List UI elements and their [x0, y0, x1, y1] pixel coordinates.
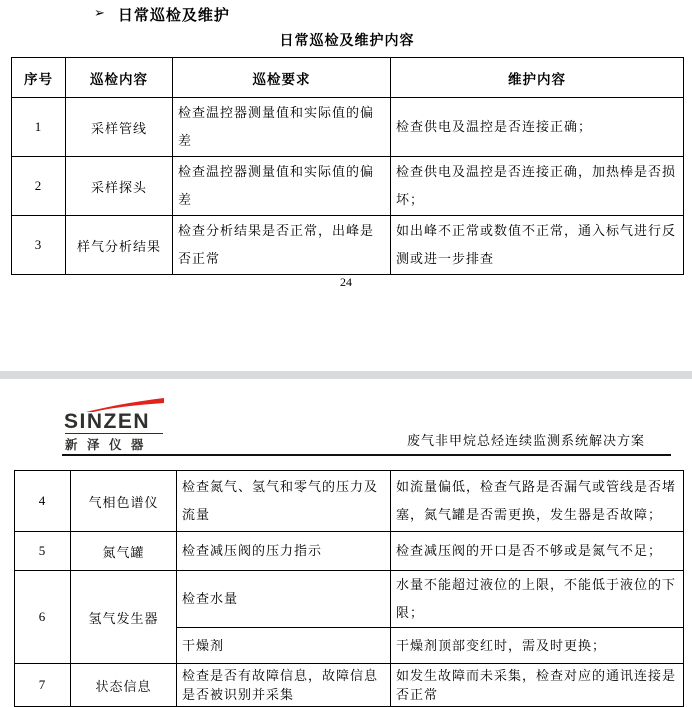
cell-item: 气相色谱仪 — [71, 471, 177, 532]
cell-no: 3 — [12, 216, 66, 275]
table-row — [12, 98, 684, 157]
cell-maintenance: 检查供电及温控是否连接正确，加热棒是否损坏； — [391, 157, 684, 216]
cell-item: 氢气发生器 — [71, 571, 177, 664]
cell-requirement: 干燥剂 — [177, 628, 391, 664]
section-heading-text: 日常巡检及维护 — [117, 8, 230, 24]
cell-item: 采样管线 — [66, 98, 173, 157]
cell-item: 样气分析结果 — [66, 216, 173, 275]
column-header-no: 序号 — [12, 58, 66, 98]
cell-maintenance: 水量不能超过液位的上限，不能低于液位的下限； — [391, 571, 684, 628]
cell-maintenance: 如流量偏低，检查气路是否漏气或管线是否堵塞，氮气罐是否需更换，发生器是否故障； — [391, 471, 684, 532]
table-row — [15, 571, 684, 628]
cell-item: 状态信息 — [71, 664, 177, 707]
table-row — [15, 664, 684, 707]
inspection-table-page1 — [11, 57, 684, 275]
table-row — [15, 532, 684, 571]
cell-requirement: 检查是否有故障信息，故障信息是否被识别并采集 — [177, 664, 391, 707]
cell-requirement: 检查温控器测量值和实际值的偏差 — [173, 157, 391, 216]
cell-item: 采样探头 — [66, 157, 173, 216]
page-number: 24 — [340, 275, 352, 289]
cell-requirement: 检查分析结果是否正常，出峰是否正常 — [173, 216, 391, 275]
cell-requirement: 检查温控器测量值和实际值的偏差 — [173, 98, 391, 157]
table-header-row — [12, 58, 684, 98]
inspection-table-page2 — [14, 470, 684, 707]
table-row — [12, 216, 684, 275]
logo-divider — [65, 433, 163, 434]
cell-no: 7 — [15, 664, 71, 707]
cell-maintenance: 检查供电及温控是否连接正确； — [391, 98, 684, 157]
cell-maintenance: 检查减压阀的开口是否不够或是氮气不足； — [391, 532, 684, 571]
cell-no: 6 — [15, 571, 71, 664]
table-row — [15, 471, 684, 532]
section-heading — [94, 4, 230, 25]
arrow-bullet-icon: ➢ — [94, 6, 106, 21]
page-header-title: 废气非甲烷总烃连续监测系统解决方案 — [406, 433, 645, 448]
cell-requirement: 检查氮气、氢气和零气的压力及流量 — [177, 471, 391, 532]
logo-brand-chinese: 新 泽 仪 器 — [65, 438, 147, 452]
sinzen-logo — [64, 398, 174, 453]
page-break-gap — [0, 371, 692, 379]
header-divider-line — [62, 454, 671, 456]
cell-requirement: 检查减压阀的压力指示 — [177, 532, 391, 571]
cell-no: 4 — [15, 471, 71, 532]
cell-maintenance: 干燥剂顶部变红时，需及时更换； — [391, 628, 684, 664]
cell-maintenance: 如发生故障而未采集，检查对应的通讯连接是否正常 — [391, 664, 684, 707]
table-title: 日常巡检及维护内容 — [279, 34, 415, 49]
cell-maintenance: 如出峰不正常或数值不正常，通入标气进行反测或进一步排查 — [391, 216, 684, 275]
cell-no: 5 — [15, 532, 71, 571]
cell-no: 1 — [12, 98, 66, 157]
cell-item: 氮气罐 — [71, 532, 177, 571]
column-header-item: 巡检内容 — [66, 58, 173, 98]
cell-requirement: 检查水量 — [177, 571, 391, 628]
table-row — [12, 157, 684, 216]
cell-no: 2 — [12, 157, 66, 216]
column-header-maintenance: 维护内容 — [391, 58, 684, 98]
column-header-requirement: 巡检要求 — [173, 58, 391, 98]
logo-brand-text: SINZEN — [64, 410, 151, 433]
